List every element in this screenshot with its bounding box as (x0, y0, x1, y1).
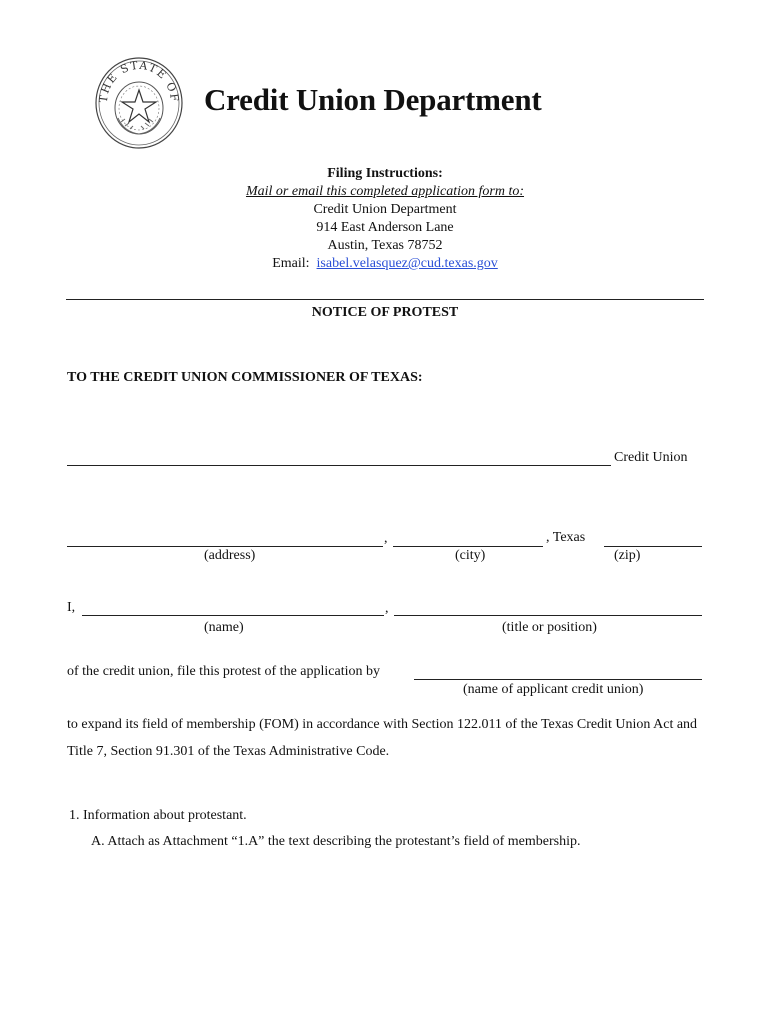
comma-separator: , (384, 531, 388, 546)
mail-note: Mail or email this completed application form to: (245, 184, 525, 199)
credit-union-name-field[interactable] (67, 465, 611, 466)
city-field[interactable] (393, 546, 543, 547)
email-link[interactable]: isabel.velasquez@cud.texas.gov (316, 256, 498, 271)
mail-address-line-3: Austin, Texas 78752 (327, 238, 443, 253)
protest-statement: of the credit union, file this protest of the application by (67, 664, 380, 679)
credit-union-suffix: Credit Union (614, 450, 688, 465)
mail-address-line-1: Credit Union Department (313, 202, 457, 217)
item-1a-text: A. Attach as Attachment “1.A” the text describing the protestant’s field of membership. (91, 834, 581, 849)
texas-state-seal (94, 56, 184, 150)
email-label: Email: (272, 256, 310, 271)
zip-field[interactable] (604, 546, 702, 547)
title-field[interactable] (394, 615, 702, 616)
name-caption: (name) (204, 620, 244, 635)
address-caption: (address) (204, 548, 256, 563)
name-field[interactable] (82, 615, 384, 616)
mail-address-line-2: 914 East Anderson Lane (316, 220, 454, 235)
notice-title: NOTICE OF PROTEST (311, 305, 459, 320)
filing-instructions-heading: Filing Instructions: (327, 166, 443, 181)
applicant-caption: (name of applicant credit union) (463, 682, 644, 697)
seal-icon (94, 56, 184, 150)
applicant-credit-union-field[interactable] (414, 679, 702, 680)
comma-separator: , (385, 601, 389, 616)
email-line (0, 256, 770, 272)
mail-note-line (0, 184, 770, 200)
zip-caption: (zip) (614, 548, 641, 563)
texas-label: , Texas (546, 530, 586, 545)
fom-paragraph: to expand its field of membership (FOM) in accordance with Section 122.011 of the Texas Credit Union Act and Title 7, Section 91.301 of the Texas Administrative Code. (67, 717, 698, 759)
i-label: I, (67, 600, 76, 615)
addressee-heading: TO THE CREDIT UNION COMMISSIONER OF TEXAS: (67, 370, 423, 385)
address-field[interactable] (67, 546, 383, 547)
department-title: Credit Union Department (204, 82, 542, 117)
header-divider (66, 299, 704, 300)
seal-lettering: THE STATE OF (96, 58, 182, 104)
svg-text:THE STATE OF TEXAS (94, 56, 181, 104)
item-1-heading: 1. Information about protestant. (69, 808, 247, 823)
title-caption: (title or position) (502, 620, 597, 635)
city-caption: (city) (455, 548, 486, 563)
